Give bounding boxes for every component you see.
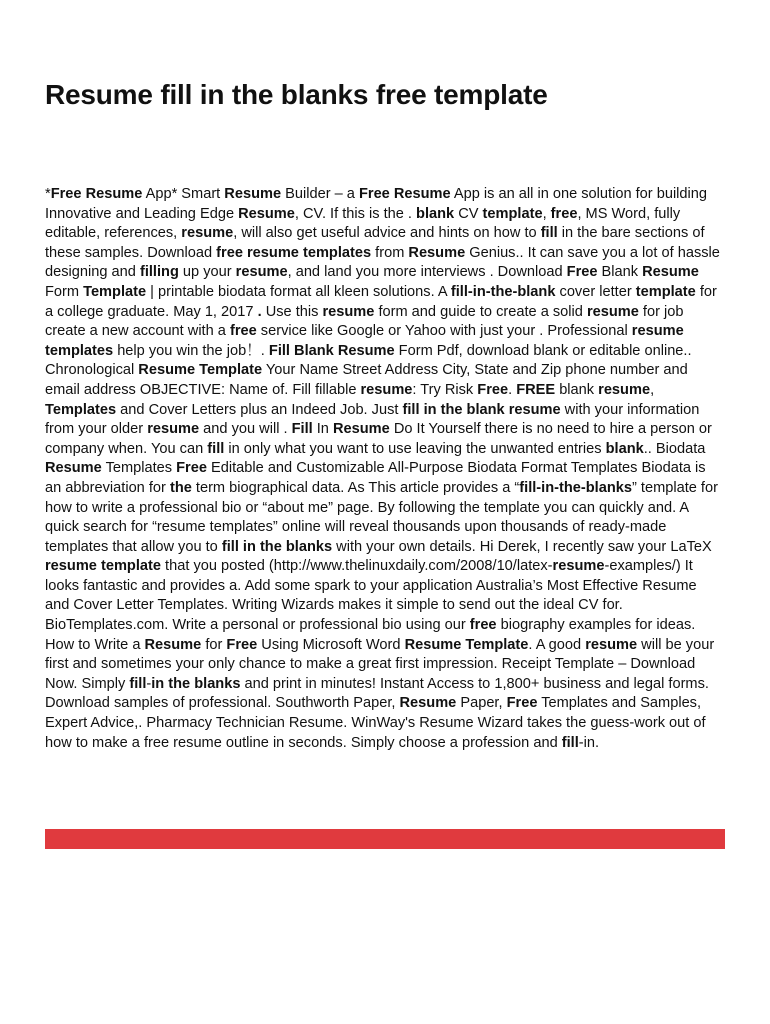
body-text-segment: In (312, 421, 333, 438)
body-bold-segment: fill (129, 675, 147, 692)
red-divider-bar (45, 829, 725, 849)
body-text-segment: Use this (261, 303, 323, 320)
body-text-segment: : Try Risk (412, 381, 478, 398)
body-bold-segment: resume (235, 264, 288, 281)
body-bold-segment: resume (147, 421, 200, 438)
body-bold-segment: fill in the blanks (221, 538, 333, 555)
body-bold-segment: Free Resume (50, 186, 143, 202)
body-text-segment: ” template for how to write a professional bio or “about me” page. By following the template you can quickly and. A quick search for “resume templates” online will reveal thousands upon thousands of ready-made templates that allow you to (45, 479, 718, 555)
body-text-segment: with your information from your older (45, 401, 700, 438)
body-text-segment: * (45, 186, 51, 202)
body-bold-segment: Free (226, 636, 258, 653)
body-text-segment: Editable and Customizable All-Purpose Biodata Format Templates Biodata is an abbreviation for (45, 460, 706, 496)
body-text-segment: Builder – a (281, 186, 359, 202)
body-text-segment: with your own details. Hi Derek, I recently saw your LaTeX (332, 538, 712, 555)
body-text-segment: -in. (578, 734, 600, 751)
body-bold-segment: Template (83, 283, 147, 300)
body-bold-segment: Resume (642, 264, 699, 281)
body-bold-segment: resume (585, 636, 638, 653)
body-text-segment: for job create a new account with a (45, 303, 684, 340)
body-text-segment: , (542, 205, 551, 222)
body-bold-segment: resume (322, 303, 375, 320)
body-bold-segment: Fill Blank Resume (268, 342, 395, 359)
body-bold-segment: free (229, 323, 257, 340)
body-text-segment: Using Microsoft Word (257, 636, 405, 653)
body-text-segment: Paper, (456, 695, 507, 712)
body-bold-segment: resume (360, 381, 413, 398)
body-text-segment: for a college graduate. May 1, 2017 (45, 283, 717, 320)
body-bold-segment: resume (586, 303, 639, 320)
body-bold-segment: Resume Template (404, 636, 529, 653)
body-text-segment: help you win the job！. (113, 342, 269, 359)
body-text-segment: . (508, 381, 517, 398)
body-text-segment: term biographical data. As This article provides a “ (191, 479, 520, 496)
body-bold-segment: fill (540, 225, 558, 242)
body-bold-segment: Resume (45, 460, 102, 477)
body-text-segment: form and guide to create a solid (374, 303, 587, 320)
body-text-segment: and you will . (199, 421, 292, 438)
body-bold-segment: fill-in-the-blanks (519, 479, 632, 496)
body-bold-segment: Free (506, 695, 538, 712)
body-text-segment: App* Smart (142, 186, 225, 202)
body-bold-segment: resume templates (45, 323, 684, 359)
body-text-segment: and print in minutes! Instant Access to 1,800+ business and legal forms. Download samples of professional. Southworth Paper, (45, 675, 709, 712)
body-text-segment: , and land you more interviews . Download (287, 264, 567, 281)
body-text-segment: App is an all in one solution for building Innovative and Leading Edge (45, 186, 708, 222)
body-bold-segment: Free (477, 381, 509, 398)
body-text-segment: up your (178, 264, 236, 281)
body-bold-segment: filling (139, 264, 179, 281)
body-text-segment: , MS Word, fully editable, references, (45, 205, 681, 242)
body-bold-segment: blank (416, 205, 455, 222)
body-bold-segment: Free (566, 264, 598, 281)
body-text-segment: , will also get useful advice and hints on how to (233, 225, 541, 242)
body-bold-segment: template (482, 205, 543, 222)
body-text-segment: for (201, 636, 227, 653)
body-bold-segment: Resume (144, 636, 202, 653)
body-text-segment: , CV. If this is the . (294, 205, 417, 222)
body-text-segment: CV (454, 205, 483, 222)
body-bold-segment: Resume (408, 244, 466, 261)
body-text-segment: service like Google or Yahoo with just your . Professional (256, 323, 632, 340)
body-text-segment: Form (45, 283, 84, 300)
body-bold-segment: blank (605, 440, 644, 457)
body-bold-segment: fill-in-the-blank (450, 283, 556, 300)
body-bold-segment: free resume templates (216, 244, 372, 261)
body-bold-segment: in the blanks (151, 675, 241, 692)
body-text-segment: Genius.. It can save you a lot of hassle designing and (45, 244, 720, 281)
body-bold-segment: free (550, 205, 578, 222)
body-bold-segment: free (469, 617, 497, 634)
body-bold-segment: Free (176, 460, 207, 477)
body-text-segment: Templates and Samples, Expert Advice,. Pharmacy Technician Resume. WinWay's Resume Wizard takes the guess-work out of how to make a free resume outline in seconds. Simply choose a profession and (45, 695, 706, 751)
document-body-paragraph (45, 185, 725, 753)
body-text-segment: Templates (101, 460, 177, 477)
document-page (45, 0, 725, 753)
body-text-segment: will be your first and sometimes your only chance to make a great first impression. Receipt Template – Download Now. Simply (45, 636, 715, 692)
body-bold-segment: resume (598, 381, 651, 398)
body-text-segment: in only what you want to use leaving the unwanted entries (224, 440, 606, 457)
body-text-segment: cover letter (555, 283, 636, 300)
body-text-segment: that you posted (http://www.thelinuxdaily.com/2008/10/latex- (161, 558, 553, 575)
body-text-segment: Form Pdf, download blank or editable online.. Chronological (45, 342, 692, 379)
body-text-segment: | printable biodata format all kleen solutions. A (146, 283, 451, 300)
body-text-segment: from (371, 244, 409, 261)
body-text-segment: .. Biodata (643, 440, 706, 457)
body-bold-segment: resume template (45, 558, 161, 575)
body-bold-segment: Resume (399, 695, 457, 712)
body-text-segment: and Cover Letters plus an Indeed Job. Just (116, 401, 403, 418)
body-bold-segment: . (257, 303, 262, 320)
body-bold-segment: fill (207, 440, 225, 457)
body-text-segment: Blank (597, 264, 643, 281)
body-text-segment: , (650, 381, 655, 398)
body-bold-segment: Resume (332, 421, 390, 438)
document-title: Resume fill in the blanks free template (45, 79, 548, 110)
body-bold-segment: Fill (291, 421, 313, 438)
body-bold-segment: Templates (45, 401, 117, 418)
body-text-segment: biography examples for ideas. How to Write a (45, 617, 696, 653)
body-bold-segment: Free Resume (358, 186, 451, 202)
body-bold-segment: FREE (516, 381, 556, 398)
body-bold-segment: the (169, 479, 192, 496)
body-bold-segment: resume (181, 225, 234, 242)
body-bold-segment: Resume (238, 205, 295, 222)
body-text-segment: Do It Yourself there is no need to hire a person or company when. You can (45, 421, 712, 457)
body-text-segment: - (146, 675, 152, 692)
body-text-segment: -examples/) It looks fantastic and provides a. Add some spark to your application Australia’s Most Effective Resume and Cover Letter Templates. Writing Wizards makes it simple to send out the ideal CV for. BioTemplates.com. Write a personal or professional bio using our (45, 558, 697, 634)
body-bold-segment: Resume Template (138, 362, 263, 379)
body-text-segment: blank (555, 381, 599, 398)
body-bold-segment: fill (561, 734, 579, 751)
body-bold-segment: fill in the blank resume (402, 401, 561, 418)
body-bold-segment: template (635, 283, 696, 300)
body-text-segment: Your Name Street Address City, State and Zip phone number and email address OBJECTIVE: Name of. Fill fillable (45, 362, 688, 398)
body-bold-segment: resume (552, 558, 605, 575)
body-text-segment: . A good (528, 636, 586, 653)
body-text-segment: in the bare sections of these samples. Download (45, 225, 705, 261)
body-bold-segment: Resume (224, 186, 282, 202)
